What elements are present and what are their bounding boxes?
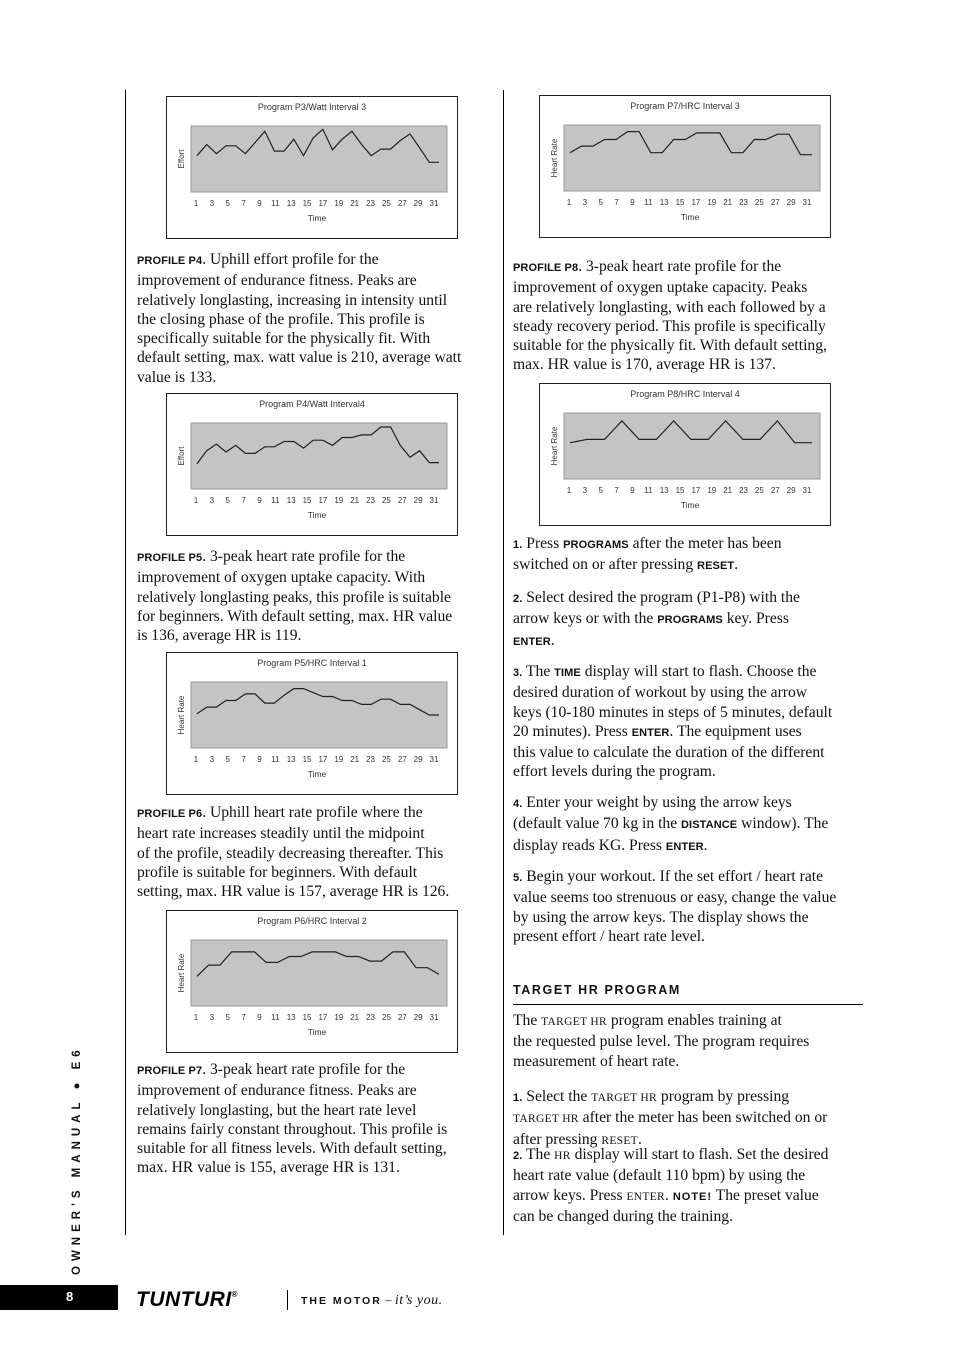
x-tick-label: 3	[209, 1013, 215, 1022]
x-tick-label: 1	[566, 198, 572, 207]
x-tick-label: 17	[318, 1013, 328, 1022]
target-step-2: 2. The HR display will start to flash. Set the desired heart rate value (default 110 bpm) by using the arrow keys. Press ENTER. NOTE! The preset value can be changed during the training.	[513, 1146, 829, 1225]
x-tick-label: 15	[302, 496, 312, 505]
x-tick-label: 21	[350, 199, 360, 208]
x-tick-label: 5	[225, 755, 230, 764]
x-tick-label: 31	[802, 486, 812, 495]
plot-area	[564, 413, 820, 479]
x-tick-label: 5	[598, 486, 603, 495]
x-tick-label: 29	[413, 496, 423, 505]
x-tick-label: 7	[241, 199, 246, 208]
x-tick-label: 13	[286, 1013, 296, 1022]
x-tick-label: 27	[770, 486, 780, 495]
x-tick-label: 21	[350, 1013, 360, 1022]
heading-rule	[513, 1004, 863, 1005]
x-tick-label: 29	[413, 755, 423, 764]
x-tick-label: 11	[271, 496, 280, 505]
x-tick-label: 19	[334, 755, 344, 764]
x-tick-label: 21	[723, 198, 733, 207]
x-tick-label: 23	[366, 199, 375, 208]
right-column-rule	[503, 90, 504, 1235]
plot-area	[191, 126, 447, 192]
x-tick-label: 9	[257, 1013, 262, 1022]
chart-title: Program P5/HRC Interval 1	[257, 658, 367, 668]
chart-p3	[166, 96, 458, 239]
x-axis-label: Time	[307, 213, 327, 223]
step-4: 4. Enter your weight by using the arrow keys (default value 70 kg in the DISTANCE window). The display reads KG. Press ENTER.	[513, 794, 829, 854]
y-axis-label: Heart Rate	[177, 953, 186, 993]
x-tick-label: 13	[659, 198, 669, 207]
x-tick-label: 3	[209, 755, 215, 764]
x-tick-label: 7	[241, 496, 246, 505]
chart-title: Program P7/HRC Interval 3	[630, 101, 740, 111]
profile-p6-text: PROFILE P6. Uphill heart rate profile where the heart rate increases steadily until the midpoint of the profile, steadily decreasing thereafter. This profile is suitable for beginners. With default setting, max. HR value is 157, average HR is 126.	[137, 804, 450, 901]
x-tick-label: 3	[582, 486, 588, 495]
x-tick-label: 3	[582, 198, 588, 207]
owners-manual-sidebar: OWNER'S MANUAL ● E6	[71, 1045, 83, 1275]
chart-p8	[539, 383, 831, 526]
x-tick-label: 27	[397, 496, 407, 505]
x-axis-label: Time	[307, 510, 327, 520]
plot-area	[191, 682, 447, 748]
step-2: 2. Select desired the program (P1-P8) with the arrow keys or with the PROGRAMS key. Press ENTER.	[513, 589, 800, 649]
page-number: 8	[66, 1289, 74, 1304]
x-tick-label: 7	[241, 1013, 246, 1022]
x-tick-label: 25	[381, 755, 391, 764]
x-tick-label: 5	[598, 198, 603, 207]
x-tick-label: 5	[225, 1013, 230, 1022]
x-tick-label: 23	[739, 486, 748, 495]
x-tick-label: 9	[257, 755, 262, 764]
x-tick-label: 1	[566, 486, 572, 495]
x-tick-label: 19	[707, 486, 717, 495]
x-tick-label: 15	[675, 198, 685, 207]
x-tick-label: 17	[691, 486, 701, 495]
x-tick-label: 29	[786, 198, 796, 207]
x-tick-label: 21	[723, 486, 733, 495]
y-axis-label: Effort	[177, 149, 186, 169]
x-tick-label: 21	[350, 755, 360, 764]
x-tick-label: 3	[209, 496, 215, 505]
x-tick-label: 19	[334, 496, 344, 505]
page-number-tab	[0, 1285, 118, 1310]
x-tick-label: 27	[397, 1013, 407, 1022]
footer-tagline: THE MOTOR – it’s you.	[301, 1292, 443, 1308]
tunturi-logo: TUNTURI®	[136, 1288, 239, 1311]
x-tick-label: 29	[786, 486, 796, 495]
target-hr-intro: The TARGET HR program enables training at the requested pulse level. The program requires measurement of heart rate.	[513, 1012, 810, 1070]
x-tick-label: 3	[209, 199, 215, 208]
x-tick-label: 25	[754, 486, 764, 495]
x-tick-label: 9	[257, 199, 262, 208]
x-tick-label: 25	[381, 496, 391, 505]
chart-p4	[166, 393, 458, 536]
chart-title: Program P6/HRC Interval 2	[257, 916, 367, 926]
chart-p6	[166, 910, 458, 1053]
x-tick-label: 27	[397, 755, 407, 764]
profile-p4-text: PROFILE P4. Uphill effort profile for the improvement of endurance fitness. Peaks are relatively longlasting, increasing in intensity until the closing phase of the profile. This profile is specifically suitable for the physically fit. With default setting, max. watt value is 210, average watt value is 133.	[137, 251, 462, 386]
plot-area	[191, 940, 447, 1006]
x-tick-label: 11	[271, 199, 280, 208]
step-1: 1. Press PROGRAMS after the meter has been switched on or after pressing RESET.	[513, 535, 782, 574]
x-tick-label: 11	[271, 1013, 280, 1022]
x-tick-label: 9	[630, 486, 635, 495]
footer-divider	[287, 1290, 288, 1310]
x-tick-label: 31	[429, 199, 439, 208]
x-tick-label: 31	[802, 198, 812, 207]
x-tick-label: 13	[286, 496, 296, 505]
y-axis-label: Heart Rate	[177, 695, 186, 735]
x-tick-label: 31	[429, 496, 439, 505]
chart-p7	[539, 95, 831, 238]
target-hr-heading: TARGET HR PROGRAM	[513, 983, 681, 997]
step-5: 5. Begin your workout. If the set effort / heart rate value seems too strenuous or easy, change the value by using the arrow keys. The display shows the present effort / heart rate level.	[513, 868, 837, 945]
x-tick-label: 23	[366, 496, 375, 505]
x-tick-label: 19	[334, 199, 344, 208]
x-axis-label: Time	[680, 500, 700, 510]
x-tick-label: 11	[644, 486, 653, 495]
x-tick-label: 19	[707, 198, 717, 207]
plot-area	[564, 125, 820, 191]
x-axis-label: Time	[307, 1027, 327, 1037]
chart-title: Program P3/Watt Interval 3	[257, 102, 367, 112]
x-tick-label: 7	[241, 755, 246, 764]
x-tick-label: 31	[429, 755, 439, 764]
x-tick-label: 25	[381, 1013, 391, 1022]
x-tick-label: 27	[770, 198, 780, 207]
y-axis-label: Heart Rate	[550, 138, 559, 178]
profile-p7-text: PROFILE P7. 3-peak heart rate profile for the improvement of endurance fitness. Peaks are relatively longlasting, but the heart rate level remains fairly constant throughout. This profile is suitable for all fitness levels. With default setting, max. HR value is 155, average HR is 131.	[137, 1061, 448, 1177]
x-tick-label: 29	[413, 1013, 423, 1022]
x-tick-label: 17	[318, 755, 328, 764]
x-tick-label: 15	[302, 755, 312, 764]
x-tick-label: 27	[397, 199, 407, 208]
x-tick-label: 9	[630, 198, 635, 207]
x-tick-label: 15	[302, 1013, 312, 1022]
profile-p5-text: PROFILE P5. 3-peak heart rate profile for the improvement of oxygen uptake capacity. With relatively longlasting peaks, this profile is suitable for beginners. With default setting, max. HR value is 136, average HR is 119.	[137, 548, 453, 645]
x-tick-label: 13	[659, 486, 669, 495]
x-tick-label: 17	[318, 199, 328, 208]
x-tick-label: 9	[257, 496, 262, 505]
x-tick-label: 1	[193, 755, 199, 764]
x-tick-label: 5	[225, 199, 230, 208]
x-tick-label: 23	[739, 198, 748, 207]
x-tick-label: 7	[614, 486, 619, 495]
x-tick-label: 31	[429, 1013, 439, 1022]
x-tick-label: 13	[286, 755, 296, 764]
chart-p5	[166, 652, 458, 795]
left-column-rule	[125, 90, 126, 1235]
x-tick-label: 15	[675, 486, 685, 495]
profile-p8-text: PROFILE P8. 3-peak heart rate profile for the improvement of oxygen uptake capacity. Peaks are relatively longlasting, with each followed by a steady recovery period. This profile is specifically suitable for the physically fit. With default setting, max. HR value is 170, average HR is 137.	[513, 258, 827, 374]
x-tick-label: 1	[193, 199, 199, 208]
step-3: 3. The TIME display will start to flash. Choose the desired duration of workout by using the arrow keys (10-180 minutes in steps of 5 minutes, default 20 minutes). Press ENTER. The equipment uses this value to calculate the duration of the different effort levels during the program.	[513, 663, 833, 781]
x-tick-label: 11	[271, 755, 280, 764]
x-tick-label: 13	[286, 199, 296, 208]
x-tick-label: 23	[366, 755, 375, 764]
y-axis-label: Effort	[177, 446, 186, 466]
y-axis-label: Heart Rate	[550, 426, 559, 466]
x-tick-label: 17	[318, 496, 328, 505]
x-tick-label: 23	[366, 1013, 375, 1022]
target-step-1: 1. Select the TARGET HR program by pressing TARGET HR after the meter has been switched on or after pressing RESET.	[513, 1088, 828, 1148]
x-tick-label: 1	[193, 496, 199, 505]
chart-title: Program P4/Watt Interval4	[259, 399, 365, 409]
x-tick-label: 15	[302, 199, 312, 208]
x-tick-label: 11	[644, 198, 653, 207]
x-tick-label: 1	[193, 1013, 199, 1022]
x-tick-label: 21	[350, 496, 360, 505]
x-tick-label: 5	[225, 496, 230, 505]
x-axis-label: Time	[680, 212, 700, 222]
x-tick-label: 25	[381, 199, 391, 208]
x-tick-label: 29	[413, 199, 423, 208]
x-tick-label: 19	[334, 1013, 344, 1022]
chart-title: Program P8/HRC Interval 4	[630, 389, 740, 399]
x-tick-label: 17	[691, 198, 701, 207]
x-tick-label: 7	[614, 198, 619, 207]
x-axis-label: Time	[307, 769, 327, 779]
x-tick-label: 25	[754, 198, 764, 207]
